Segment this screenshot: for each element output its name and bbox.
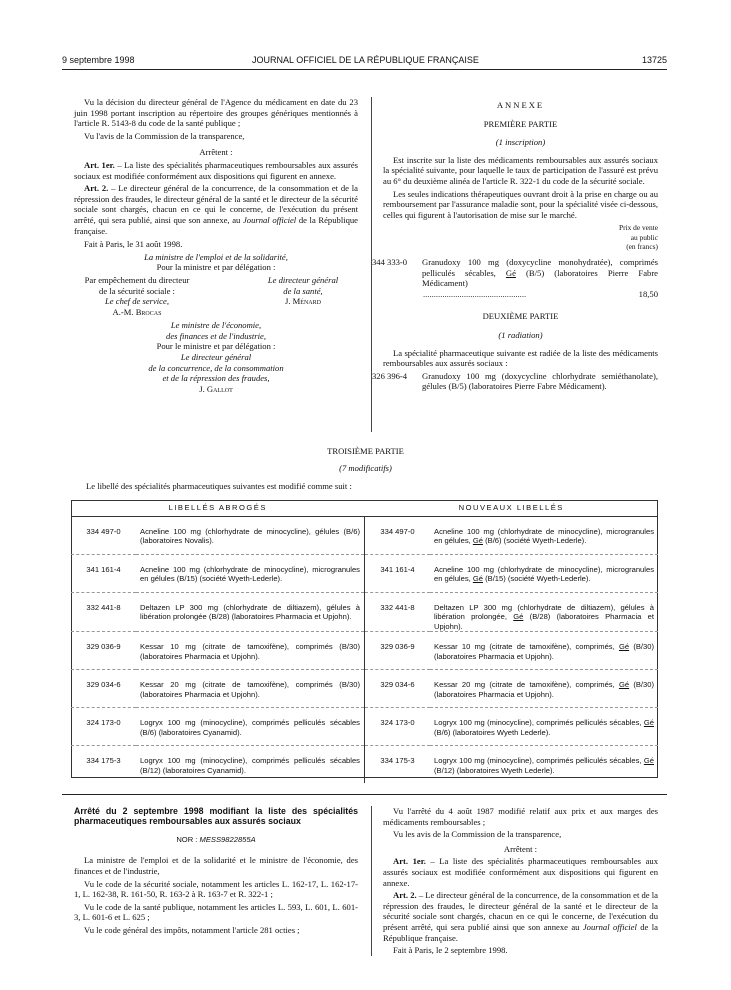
bottom-right-column — [383, 806, 658, 958]
list-item: 344 333-0 Granudoxy 100 mg (doxycycline monohydratée), comprimés pelliculés sécables, Gé (B/5) (laboratoires Pierre Fabre Médicament) — [372, 256, 659, 289]
part2-title: DEUXIÈME PARTIE — [482, 311, 559, 322]
paragraph: Vu le code général des impôts, notamment l'article 281 octies ; — [84, 924, 300, 935]
article-2: Art. 2. – Le directeur général de la concurrence, de la consommation et de la répression des fraudes, le directeur général de la santé et le directeur de la sécurité sociale sont chargés, chacun en ce qui le concerne, de l'exécution du présent arrêté, qui sera publié, ainsi que son annexe, au Journal officiel de la République française. — [74, 183, 358, 236]
table-row: 329 036-9 Kessar 10 mg (citrate de tamoxifène), comprimés (B/30) (laboratoires Pharmacia et Upjohn). 329 036-9 Kessar 10 mg (citrate de tamoxifène), comprimés, Gé (B/30) (laboratoires Pharmacia et Upjohn). — [71, 632, 658, 670]
paragraph: Est inscrite sur la liste des médicaments remboursables aux assurés sociaux la spécialité suivante, pour laquelle le taux de participation de l'assuré est prévu au 6° du deuxième alinéa de l'article R. 322-1 du code de la sécurité sociale. — [383, 154, 658, 186]
column-header-nouveaux: NOUVEAUX LIBELLÉS — [364, 500, 658, 517]
signature-delegation: Pour la ministre et par délégation : — [156, 262, 276, 273]
paragraph: Vu la décision du directeur général de l'Agence du médicament en date du 23 juin 1998 portant inscription au répertoire des groupes génériques mentionnés à l'article R. 5143-8 du code de la santé publique ; — [74, 97, 358, 129]
list-item: 326 396-4 Granudoxy 100 mg (doxycycline chlorhydrate semiéthanolate), gélules (B/5) (laboratoires Pierre Fabre Médicament). — [372, 370, 658, 392]
signature-block-economie: Le ministre de l'économie, des finances et de l'industrie, Pour le ministre et par délégation : Le directeur général de la concurrence, de la consommation et de la répression des fraudes, J. Gallot — [148, 320, 284, 394]
table-row: 329 034-6 Kessar 20 mg (citrate de tamoxifène), comprimés (B/30) (laboratoires Pharmacia et Upjohn). 329 034-6 Kessar 20 mg (citrate de tamoxifène), comprimés, Gé (B/30) (laboratoires Pharmacia et Upjohn). — [71, 670, 658, 708]
paragraph: Vu le code de la sécurité sociale, notamment les articles L. 162-17, L. 162-17-1, L. 162-38, R. 161-50, R. 163-2 à R. 163-7 et R. 322-1 ; — [74, 878, 358, 900]
arretent: Arrêtent : — [199, 147, 233, 158]
journal-title: JOURNAL OFFICIEL DE LA RÉPUBLIQUE FRANÇAISE — [252, 55, 479, 65]
paragraph: La spécialité pharmaceutique suivante est radiée de la liste des médicaments remboursables aux assurés sociaux : — [383, 347, 658, 369]
article-2: Art. 2. – Le directeur général de la concurrence, de la consommation et de la répression des fraudes, le directeur général de la santé et le directeur de la sécurité sociale sont chargés, chacun en ce qui le concerne, de l'exécution du présent arrêté, qui sera publié ainsi que son annexe au Journal officiel de la République française. — [383, 890, 658, 943]
signature-block-sante: Le directeur général de la santé, J. Ménard — [267, 274, 339, 307]
paragraph: La ministre de l'emploi et de la solidarité et le ministre de l'économie, des finances et de l'industrie, — [74, 855, 358, 876]
libelles-table — [71, 500, 658, 783]
header-date: 9 septembre 1998 — [62, 55, 135, 65]
part1-subtitle: (1 inscription) — [495, 137, 546, 148]
part3-subtitle: (7 modificatifs) — [339, 463, 392, 473]
fait-a-paris: Fait à Paris, le 2 septembre 1998. — [393, 945, 508, 956]
table-row: 332 441-8 Deltazen LP 300 mg (chlorhydrate de diltiazem), gélules à libération prolongée (B/28) (laboratoires Pharmacia et Upjohn). 332 441-8 Deltazen LP 300 mg (chlorhydrate de diltiazem), gélules à libération prolongée, Gé (B/28) (laboratoires Pharmacia et Upjohn). — [71, 593, 658, 632]
signature-ministre: La ministre de l'emploi et de la solidarité, — [144, 251, 288, 262]
table-row: 324 173-0 Logryx 100 mg (minocycline), comprimés pelliculés sécables (B/6) (laboratoires Cyanamid). 324 173-0 Logryx 100 mg (minocycline), comprimés pelliculés sécables, Gé (B/6) (laboratoires Wyeth Lederle). — [71, 708, 658, 746]
article-1: Art. 1er. – La liste des spécialités pharmaceutiques remboursables aux assurés sociaux est modifiée conformément aux dispositions qui figurent en annexe. — [74, 159, 358, 181]
price-row: ................................................ 18,50 — [423, 288, 658, 299]
column-header-abroges: LIBELLÉS ABROGÉS — [71, 500, 364, 517]
nor-line: NOR : MESS9822855A — [176, 834, 256, 844]
article-1: Art. 1er. – La liste des spécialités pharmaceutiques remboursables aux assurés sociaux est modifiée conformément aux dispositions qui figurent en annexe. — [383, 856, 658, 888]
paragraph: Les seules indications thérapeutiques ouvrant droit à la prise en charge ou au remboursement par l'assurance maladie sont, pour la spécialité visée ci-dessous, celles qui figurent à l'autorisation de mise sur le marché. — [383, 188, 658, 220]
table-row: 334 175-3 Logryx 100 mg (minocycline), comprimés pelliculés sécables (B/12) (laboratoires Cyanamid). 334 175-3 Logryx 100 mg (minocycline), comprimés pelliculés sécables, Gé (B/12) (laboratoires Wyeth Lederle). — [71, 746, 658, 784]
column-divider — [371, 806, 372, 956]
signatures-row — [74, 275, 358, 317]
paragraph: Vu les avis de la Commission de la transparence, — [393, 829, 562, 840]
arretent: Arrêtent : — [503, 843, 538, 854]
part2-subtitle: (1 radiation) — [498, 329, 543, 340]
signature-block-securite: Par empêchement du directeur de la sécurité sociale : Le chef de service, A.-M. Brocas — [84, 274, 190, 317]
paragraph: Vu le code de la santé publique, notamment les articles L. 593, L. 601, L. 601-3, L. 601-6 et L. 625 ; — [74, 901, 358, 923]
price-header: Prix de vente au public (en francs) — [619, 223, 658, 251]
arrete-title: Arrêté du 2 septembre 1998 modifiant la liste des spécialités pharmaceutiques remboursables aux assurés sociaux — [74, 806, 358, 827]
part3-intro: Le libellé des spécialités pharmaceutiques suivantes est modifié comme suit : — [86, 481, 352, 491]
table-row: 341 161-4 Acneline 100 mg (chlorhydrate de minocycline), microgranules en gélules (B/15) (société Wyeth-Lederle). 341 161-4 Acneline 100 mg (chlorhydrate de minocycline), microgranules en gélules, Gé (B/15) (société Wyeth-Lederle). — [71, 555, 658, 593]
table-row: 334 497-0 Acneline 100 mg (chlorhydrate de minocycline), gélules (B/6) (laboratoires Novalis). 334 497-0 Acneline 100 mg (chlorhydrate de minocycline), microgranules en gélules, Gé (B/6) (société Wyeth-Lederle). — [71, 517, 658, 555]
table-header-row — [71, 500, 658, 517]
annexe-title: ANNEXE — [496, 100, 545, 110]
paragraph: Vu l'avis de la Commission de la transparence, — [84, 130, 245, 141]
section-rule — [62, 794, 667, 795]
fait-a-paris: Fait à Paris, le 31 août 1998. — [84, 239, 183, 250]
part1-title: PREMIÈRE PARTIE — [483, 118, 558, 129]
paragraph: Vu l'arrêté du 4 août 1987 modifié relatif aux prix et aux marges des médicaments remboursables ; — [383, 806, 658, 827]
right-top-column — [372, 100, 659, 392]
bottom-left-column — [74, 806, 358, 938]
page-number: 13725 — [641, 55, 667, 65]
part3-title: TROISIÈME PARTIE — [327, 446, 404, 456]
header-rule — [62, 69, 667, 70]
left-top-column — [74, 97, 358, 394]
